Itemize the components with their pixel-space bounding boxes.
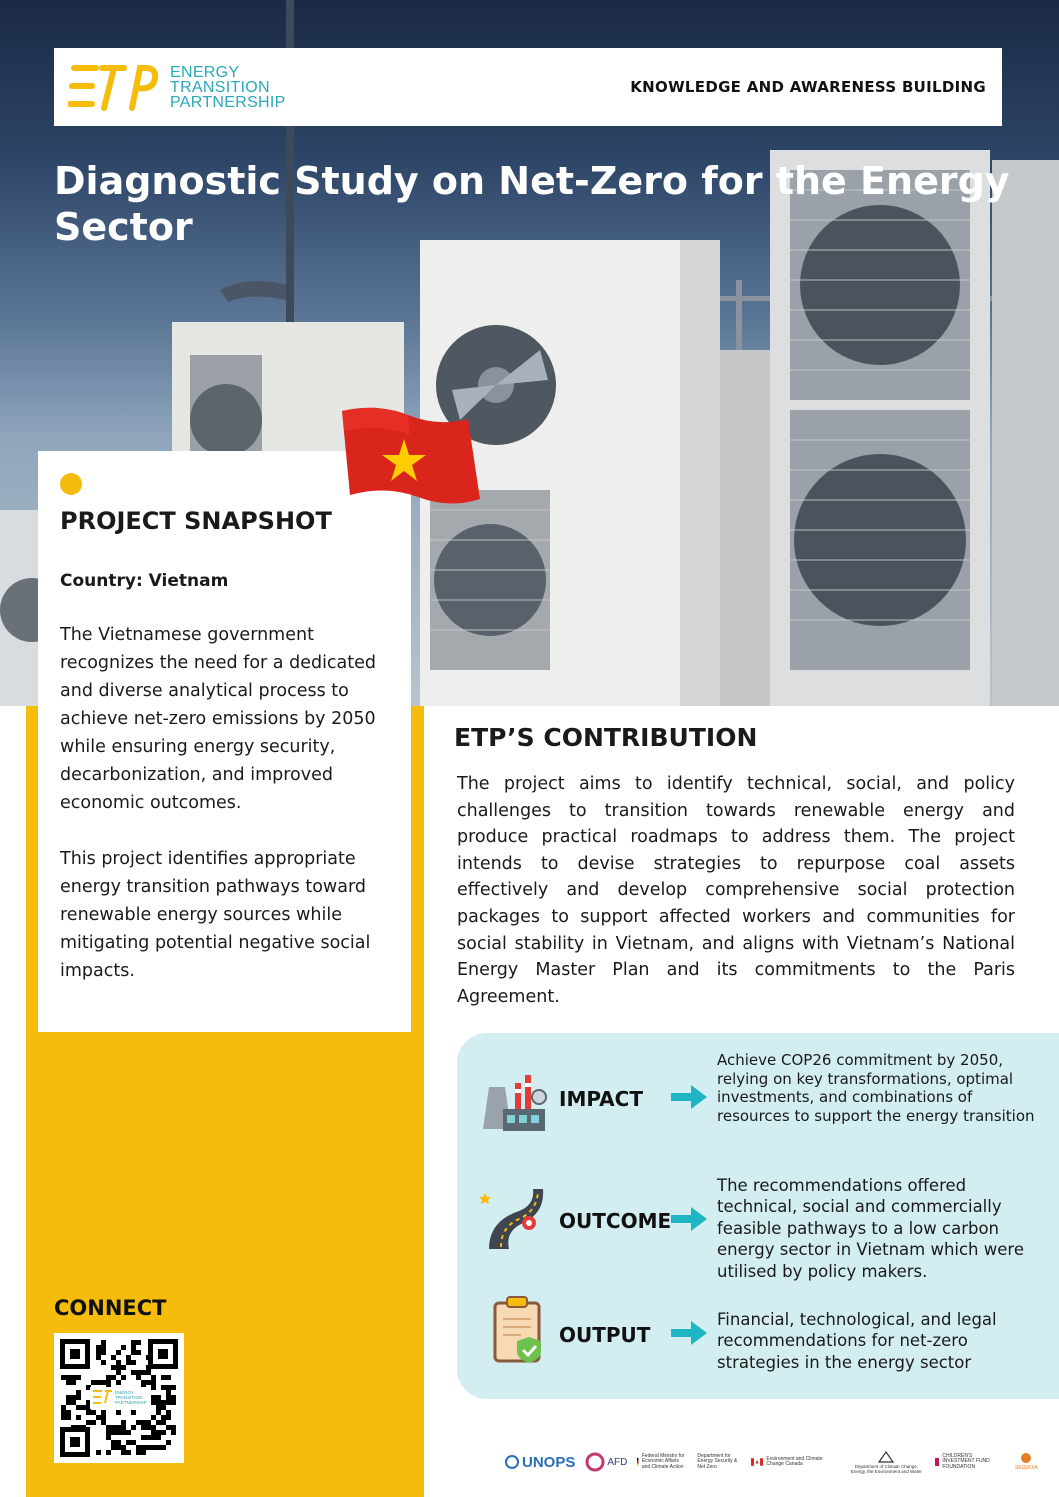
germany-flag-icon <box>637 1451 638 1473</box>
afd-logo <box>585 1452 627 1472</box>
qr-module <box>66 1375 71 1380</box>
qr-module <box>71 1375 76 1380</box>
qr-module <box>96 1450 101 1455</box>
output-label: OUTPUT <box>559 1323 651 1347</box>
qr-module <box>121 1365 126 1370</box>
qr-module <box>151 1375 156 1380</box>
qr-module <box>91 1410 96 1415</box>
qr-module <box>61 1410 66 1415</box>
qr-module <box>96 1415 101 1420</box>
output-text: Financial, technological, and legal recommendations for net-zero strategies in the energy sector <box>717 1310 997 1372</box>
impact-text: Achieve COP26 commitment by 2050, relying on key transformations, optimal investments, and combinations of resources to support the energy transition <box>717 1051 1035 1125</box>
arrow-right-icon <box>671 1321 707 1345</box>
qr-module <box>76 1395 81 1400</box>
qr-module <box>151 1425 156 1430</box>
qr-module <box>141 1370 146 1375</box>
qr-module <box>86 1420 91 1425</box>
qr-module <box>96 1345 101 1350</box>
qr-module <box>131 1345 136 1350</box>
connect-heading: CONNECT <box>54 1296 167 1320</box>
unops-text: UNOPS <box>522 1453 576 1471</box>
qr-module <box>116 1370 121 1375</box>
australia-crest-icon <box>877 1450 895 1464</box>
logo-line-1: ENERGY <box>170 63 240 81</box>
qr-module <box>146 1435 151 1440</box>
qr-module <box>171 1425 176 1430</box>
qr-module <box>131 1340 136 1345</box>
qr-module <box>121 1345 126 1350</box>
qr-module <box>106 1435 111 1440</box>
qr-module <box>116 1360 121 1365</box>
qr-module <box>121 1430 126 1435</box>
qr-module <box>161 1405 166 1410</box>
qr-module <box>116 1425 121 1430</box>
qr-module <box>86 1410 91 1415</box>
qr-module <box>151 1415 156 1420</box>
qr-module <box>156 1395 161 1400</box>
results-panel <box>457 1033 1059 1399</box>
qr-module <box>61 1375 66 1380</box>
snapshot-heading: PROJECT SNAPSHOT <box>60 507 332 535</box>
qr-module <box>166 1385 171 1390</box>
qr-module <box>131 1425 136 1430</box>
qr-module <box>151 1385 156 1390</box>
qr-module <box>136 1375 141 1380</box>
uk-desnz-logo <box>697 1454 741 1471</box>
contribution-body: The project aims to identify technical, social, and policy challenges to transition towards renewable energy and produce practical roadmaps to address them. The project intends to devise strategies to repurpose coal assets effectively and develop comprehensive social protection packages to support affected workers and communities for social stability in Vietnam, and aligns with Vietnam’s National Energy Master Plan and its commitments to the Paris Agreement. <box>457 774 1015 1007</box>
qr-module <box>126 1450 131 1455</box>
qr-module <box>146 1380 151 1385</box>
qr-module <box>161 1400 166 1405</box>
arrow-right-icon <box>671 1085 707 1109</box>
qr-module <box>136 1450 141 1455</box>
qr-module <box>141 1445 146 1450</box>
qr-module <box>91 1420 96 1425</box>
qr-module <box>156 1435 161 1440</box>
qr-module <box>111 1425 116 1430</box>
qr-module <box>121 1425 126 1430</box>
qr-module <box>101 1345 106 1350</box>
qr-module <box>166 1410 171 1415</box>
qr-module <box>171 1395 176 1400</box>
qr-module <box>66 1400 71 1405</box>
qr-module <box>126 1430 131 1435</box>
qr-module <box>106 1375 111 1380</box>
qr-module <box>141 1435 146 1440</box>
qr-module <box>71 1380 76 1385</box>
qr-module <box>171 1430 176 1435</box>
qr-module <box>151 1395 156 1400</box>
qr-module <box>126 1355 131 1360</box>
qr-module <box>131 1410 136 1415</box>
qr-module <box>61 1415 66 1420</box>
qr-module <box>166 1425 171 1430</box>
qr-module <box>131 1370 136 1375</box>
qr-module <box>96 1350 101 1355</box>
qr-module <box>71 1395 76 1400</box>
qr-module <box>131 1360 136 1365</box>
qr-module <box>66 1395 71 1400</box>
qr-module <box>136 1350 141 1355</box>
qr-module <box>121 1375 126 1380</box>
qr-module <box>116 1380 121 1385</box>
qr-module <box>161 1375 166 1380</box>
qr-module <box>141 1450 146 1455</box>
project-snapshot-card <box>38 451 411 1032</box>
qr-module <box>71 1400 76 1405</box>
qr-module <box>96 1355 101 1360</box>
qr-module <box>151 1435 156 1440</box>
logo-line-2: TRANSITION <box>170 78 270 96</box>
qr-logo-line-1: ENERGY <box>115 1390 135 1395</box>
logo-wordmark <box>170 65 286 110</box>
factory-icon <box>479 1069 549 1135</box>
sequoia-text: SEQUOIA <box>1014 1464 1038 1471</box>
qr-module <box>76 1415 81 1420</box>
qr-module <box>161 1385 166 1390</box>
qr-module <box>111 1445 116 1450</box>
qr-code-image <box>60 1339 178 1457</box>
qr-module <box>111 1430 116 1435</box>
qr-module <box>111 1375 116 1380</box>
qr-module <box>156 1400 161 1405</box>
qr-module <box>76 1390 81 1395</box>
qr-module <box>161 1430 166 1435</box>
qr-module <box>156 1445 161 1450</box>
canada-eccc-text: Environment and Climate Change Canada <box>766 1455 823 1467</box>
qr-module <box>111 1440 116 1445</box>
qr-module <box>136 1340 141 1345</box>
qr-module <box>166 1440 171 1445</box>
qr-module <box>116 1440 121 1445</box>
afd-ring-icon <box>585 1452 605 1472</box>
qr-module <box>156 1430 161 1435</box>
qr-module <box>156 1420 161 1425</box>
qr-module <box>146 1370 151 1375</box>
etp-logo <box>68 58 286 116</box>
germany-ministry-text: Federal Ministry for Economic Affairs and Climate Action <box>641 1452 685 1470</box>
category-label: KNOWLEDGE AND AWARENESS BUILDING <box>630 78 986 96</box>
qr-module <box>66 1410 71 1415</box>
qr-module <box>106 1425 111 1430</box>
outcome-text: The recommendations offered technical, social and commercially feasible pathways to a low carbon energy sector in Vietnam which were utilised by policy makers. <box>717 1176 1024 1281</box>
impact-label: IMPACT <box>559 1087 643 1111</box>
logo-line-3: PARTNERSHIP <box>170 93 286 111</box>
qr-module <box>121 1450 126 1455</box>
qr-module <box>131 1350 136 1355</box>
qr-module <box>116 1350 121 1355</box>
qr-module <box>66 1415 71 1420</box>
qr-module <box>146 1420 151 1425</box>
qr-module <box>156 1410 161 1415</box>
qr-module <box>166 1390 171 1395</box>
qr-module <box>141 1380 146 1385</box>
qr-module <box>66 1380 71 1385</box>
vietnam-flag-icon <box>338 405 483 507</box>
outcome-label: OUTCOME <box>559 1209 672 1233</box>
clipboard-check-icon <box>491 1295 547 1365</box>
qr-module <box>116 1365 121 1370</box>
qr-module <box>121 1445 126 1450</box>
ciff-logo <box>935 1454 999 1471</box>
qr-module <box>171 1400 176 1405</box>
qr-module <box>166 1395 171 1400</box>
qr-module <box>146 1425 151 1430</box>
qr-module <box>101 1350 106 1355</box>
qr-module <box>171 1385 176 1390</box>
etp-logo-mark <box>68 58 160 116</box>
canada-eccc-logo <box>751 1457 837 1468</box>
canada-flag-icon <box>751 1457 763 1467</box>
qr-module <box>166 1375 171 1380</box>
arrow-right-icon <box>671 1207 707 1231</box>
qr-module <box>106 1380 111 1385</box>
qr-module <box>166 1415 171 1420</box>
unops-logo <box>505 1454 575 1471</box>
qr-module <box>156 1405 161 1410</box>
qr-module <box>101 1410 106 1415</box>
australia-dcceew-text: Department of Climate Change, Energy, the Environment and Water <box>850 1464 922 1474</box>
qr-module <box>101 1420 106 1425</box>
qr-module <box>126 1440 131 1445</box>
qr-module <box>126 1360 131 1365</box>
qr-module <box>141 1425 146 1430</box>
qr-module <box>151 1445 156 1450</box>
qr-module <box>116 1430 121 1435</box>
germany-ministry-logo <box>637 1451 687 1473</box>
qr-module <box>136 1370 141 1375</box>
sequoia-emblem-icon <box>1020 1452 1032 1464</box>
qr-module <box>106 1450 111 1455</box>
header-bar <box>54 48 1002 126</box>
sequoia-logo <box>1009 1452 1043 1473</box>
qr-code[interactable] <box>54 1333 184 1463</box>
road-map-icon <box>479 1183 549 1253</box>
qr-module <box>116 1445 121 1450</box>
afd-text: AFD <box>607 1456 628 1468</box>
qr-module <box>166 1400 171 1405</box>
qr-module <box>136 1445 141 1450</box>
contribution-heading: ETP’S CONTRIBUTION <box>454 723 758 752</box>
qr-module <box>151 1400 156 1405</box>
qr-module <box>106 1430 111 1435</box>
qr-module <box>101 1360 106 1365</box>
qr-module <box>76 1375 81 1380</box>
qr-module <box>151 1380 156 1385</box>
qr-module <box>101 1415 106 1420</box>
qr-module <box>136 1420 141 1425</box>
qr-module <box>161 1420 166 1425</box>
page-title: Diagnostic Study on Net-Zero for the Energy Sector <box>54 159 1010 249</box>
qr-module <box>151 1430 156 1435</box>
qr-logo-line-3: PARTNERSHIP <box>115 1400 147 1405</box>
qr-module <box>96 1380 101 1385</box>
snapshot-paragraph-2: This project identifies appropriate energy transition pathways toward renewable energy sources while mitigating potential negative social impacts. <box>60 849 371 981</box>
qr-module <box>131 1440 136 1445</box>
australia-dcceew-logo <box>847 1450 925 1474</box>
yellow-dot-icon <box>60 473 82 495</box>
qr-module <box>116 1410 121 1415</box>
qr-module <box>141 1420 146 1425</box>
qr-module <box>101 1340 106 1345</box>
ciff-mark-icon <box>935 1454 939 1470</box>
qr-module <box>91 1380 96 1385</box>
qr-module <box>61 1405 66 1410</box>
qr-module <box>111 1365 116 1370</box>
qr-module <box>111 1355 116 1360</box>
qr-module <box>101 1380 106 1385</box>
qr-module <box>161 1445 166 1450</box>
partner-logos <box>505 1442 1045 1482</box>
qr-module <box>81 1405 86 1410</box>
uk-desnz-text: Department for Energy Security & Net Zero <box>697 1452 738 1470</box>
qr-module <box>76 1405 81 1410</box>
snapshot-paragraph-1: The Vietnamese government recognizes the need for a dedicated and diverse analytical process to achieve net-zero emissions by 2050 while ensuring energy security, decarbonization, and improved economic outcomes. <box>60 625 377 813</box>
qr-module <box>161 1415 166 1420</box>
qr-module <box>146 1445 151 1450</box>
qr-module <box>121 1420 126 1425</box>
ciff-text: CHILDREN’S INVESTMENT FUND FOUNDATION <box>942 1452 990 1470</box>
un-emblem-icon <box>505 1455 519 1469</box>
country-label: Country: Vietnam <box>60 571 229 591</box>
qr-logo-line-2: TRANSITION <box>115 1395 143 1400</box>
